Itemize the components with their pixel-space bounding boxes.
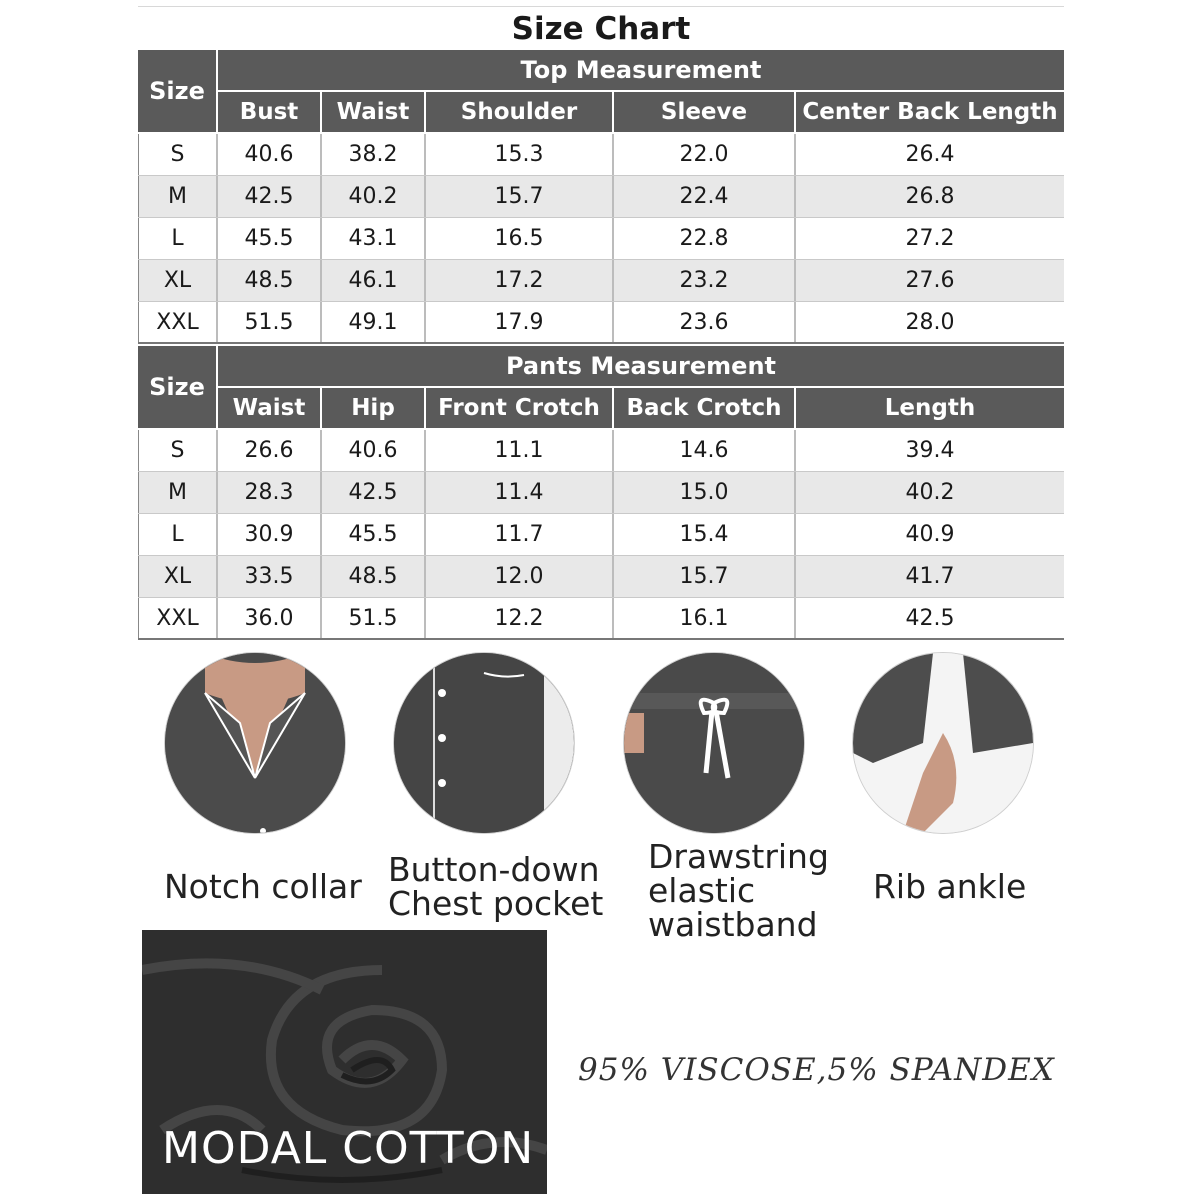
table-cell: 40.6 xyxy=(216,134,320,175)
size-cell: M xyxy=(138,176,216,217)
table-cell: 46.1 xyxy=(320,260,424,301)
pants-measurement-table xyxy=(138,346,1064,640)
table-cell: 27.2 xyxy=(794,218,1064,259)
table-cell: 40.6 xyxy=(320,430,424,471)
table-cell: 42.5 xyxy=(794,598,1064,638)
table-cell: 48.5 xyxy=(320,556,424,597)
table-cell: 30.9 xyxy=(216,514,320,555)
rib-ankle-photo xyxy=(853,653,1033,833)
column-header-front-crotch: Front Crotch xyxy=(424,388,612,430)
table-row xyxy=(138,514,1064,556)
table-cell: 17.9 xyxy=(424,302,612,342)
column-header-shoulder: Shoulder xyxy=(424,92,612,134)
feature-label-button-down: Button-down Chest pocket xyxy=(388,850,604,923)
table-cell: 26.8 xyxy=(794,176,1064,217)
table-row xyxy=(138,176,1064,218)
drawstring-photo xyxy=(624,653,804,833)
column-header-bust: Bust xyxy=(216,92,320,134)
table-cell: 27.6 xyxy=(794,260,1064,301)
table-row xyxy=(138,134,1064,176)
table-cell: 51.5 xyxy=(216,302,320,342)
table-cell: 40.2 xyxy=(794,472,1064,513)
table-cell: 36.0 xyxy=(216,598,320,638)
size-cell: L xyxy=(138,218,216,259)
table-row xyxy=(138,472,1064,514)
top-measurement-header: Top Measurement xyxy=(216,50,1064,92)
size-cell: XXL xyxy=(138,598,216,638)
table-cell: 38.2 xyxy=(320,134,424,175)
size-column-header: Size xyxy=(138,346,216,430)
table-cell: 41.7 xyxy=(794,556,1064,597)
table-cell: 28.3 xyxy=(216,472,320,513)
table-row xyxy=(138,260,1064,302)
table-cell: 15.0 xyxy=(612,472,794,513)
column-header-length: Length xyxy=(794,388,1064,430)
size-cell: S xyxy=(138,430,216,471)
column-header-waist: Waist xyxy=(320,92,424,134)
button-pocket-photo xyxy=(394,653,574,833)
table-row xyxy=(138,302,1064,344)
table-cell: 26.4 xyxy=(794,134,1064,175)
table-cell: 22.0 xyxy=(612,134,794,175)
fabric-composition: 95% VISCOSE,5% SPANDEX xyxy=(578,1052,1055,1088)
table-cell: 42.5 xyxy=(216,176,320,217)
table-cell: 39.4 xyxy=(794,430,1064,471)
column-header-hip: Hip xyxy=(320,388,424,430)
top-table-body xyxy=(138,134,1064,344)
size-cell: M xyxy=(138,472,216,513)
table-cell: 16.1 xyxy=(612,598,794,638)
top-table-header xyxy=(138,50,1064,134)
feature-label-rib-ankle: Rib ankle xyxy=(873,867,1027,906)
size-cell: XL xyxy=(138,556,216,597)
table-cell: 45.5 xyxy=(320,514,424,555)
column-header-waist: Waist xyxy=(216,388,320,430)
notch-collar-photo xyxy=(165,653,345,833)
table-cell: 14.6 xyxy=(612,430,794,471)
table-row xyxy=(138,430,1064,472)
table-cell: 15.3 xyxy=(424,134,612,175)
top-measurement-table xyxy=(138,50,1064,344)
fabric-label: MODAL COTTON xyxy=(162,1123,535,1174)
feature-label-drawstring: Drawstring elastic waistband xyxy=(648,837,829,944)
table-cell: 33.5 xyxy=(216,556,320,597)
table-row xyxy=(138,556,1064,598)
table-cell: 43.1 xyxy=(320,218,424,259)
table-cell: 15.7 xyxy=(424,176,612,217)
table-cell: 40.9 xyxy=(794,514,1064,555)
table-cell: 23.2 xyxy=(612,260,794,301)
table-cell: 22.8 xyxy=(612,218,794,259)
chart-title: Size Chart xyxy=(138,6,1064,51)
table-cell: 11.1 xyxy=(424,430,612,471)
table-cell: 48.5 xyxy=(216,260,320,301)
size-cell: XL xyxy=(138,260,216,301)
column-header-back-crotch: Back Crotch xyxy=(612,388,794,430)
table-cell: 16.5 xyxy=(424,218,612,259)
table-cell: 15.7 xyxy=(612,556,794,597)
table-cell: 42.5 xyxy=(320,472,424,513)
table-row xyxy=(138,218,1064,260)
table-cell: 23.6 xyxy=(612,302,794,342)
table-row xyxy=(138,598,1064,640)
pants-measurement-header: Pants Measurement xyxy=(216,346,1064,388)
table-cell: 17.2 xyxy=(424,260,612,301)
table-cell: 40.2 xyxy=(320,176,424,217)
column-header-sleeve: Sleeve xyxy=(612,92,794,134)
table-cell: 11.4 xyxy=(424,472,612,513)
table-cell: 15.4 xyxy=(612,514,794,555)
table-cell: 49.1 xyxy=(320,302,424,342)
size-cell: XXL xyxy=(138,302,216,342)
size-cell: S xyxy=(138,134,216,175)
column-header-center-back-length: Center Back Length xyxy=(794,92,1064,134)
table-cell: 11.7 xyxy=(424,514,612,555)
fabric-photo xyxy=(142,930,547,1194)
table-cell: 12.0 xyxy=(424,556,612,597)
table-cell: 12.2 xyxy=(424,598,612,638)
table-cell: 22.4 xyxy=(612,176,794,217)
feature-label-notch-collar: Notch collar xyxy=(164,867,362,906)
pants-table-body xyxy=(138,430,1064,640)
table-cell: 26.6 xyxy=(216,430,320,471)
table-cell: 28.0 xyxy=(794,302,1064,342)
table-cell: 51.5 xyxy=(320,598,424,638)
pants-table-header xyxy=(138,346,1064,430)
size-cell: L xyxy=(138,514,216,555)
size-column-header: Size xyxy=(138,50,216,134)
table-cell: 45.5 xyxy=(216,218,320,259)
